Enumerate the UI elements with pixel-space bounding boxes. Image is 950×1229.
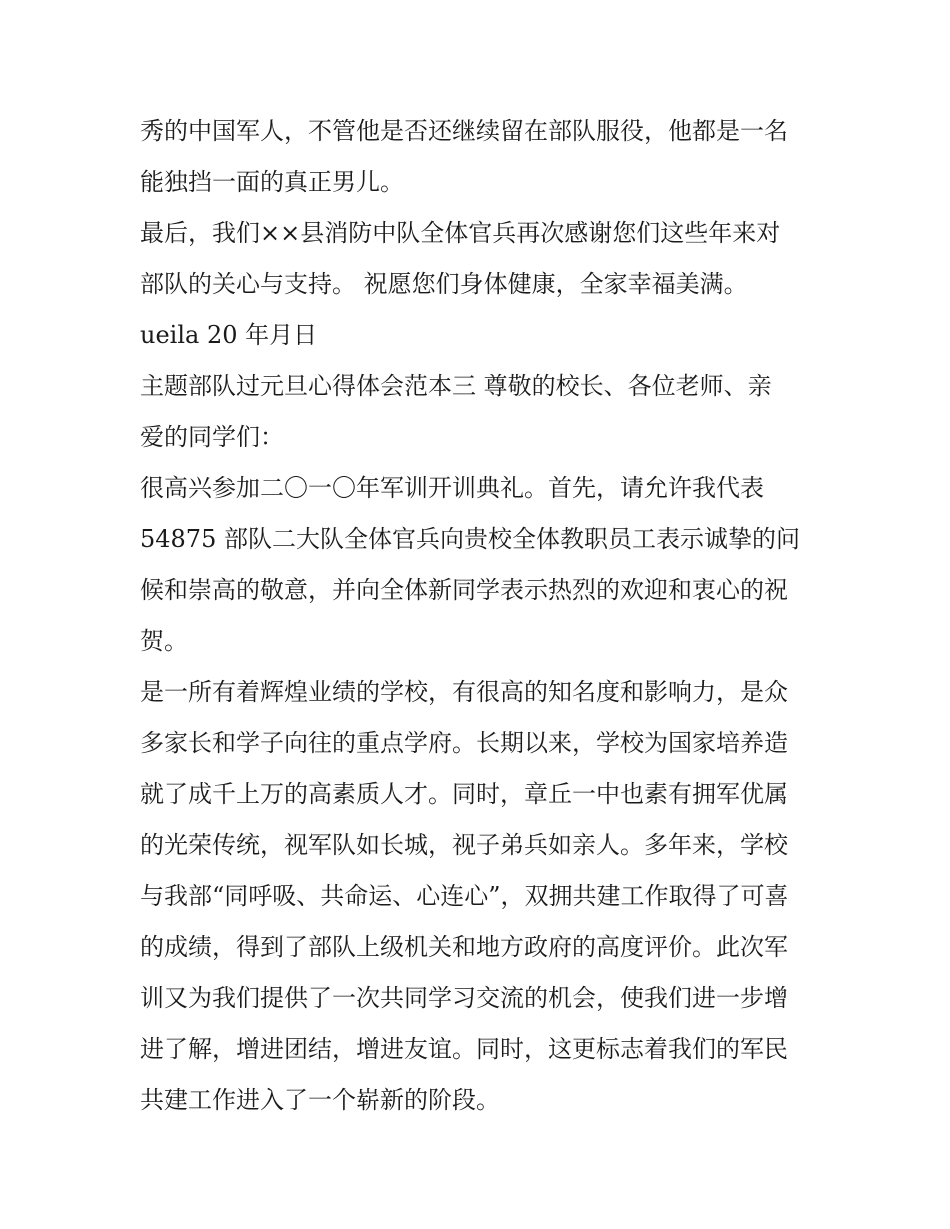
text-line: 贺。 (140, 627, 188, 655)
text-line: 多家长和学子向往的重点学府。长期以来，学校为国家培养造 (140, 729, 788, 757)
text-line: 候和崇高的敬意，并向全体新同学表示热烈的欢迎和衷心的祝 (140, 576, 788, 604)
text-line: 的成绩，得到了部队上级机关和地方政府的高度评价。此次军 (140, 933, 788, 961)
text-line: 最后，我们××县消防中队全体官兵再次感谢您们这些年来对 (140, 219, 781, 247)
text-line: ueila 20 年月日 (140, 321, 318, 349)
text-line: 训又为我们提供了一次共同学习交流的机会，使我们进一步增 (140, 984, 788, 1012)
text-line: 进了解，增进团结，增进友谊。同时，这更标志着我们的军民 (140, 1035, 788, 1063)
document-body (140, 106, 820, 1126)
text-line: 能独挡一面的真正男儿。 (140, 168, 404, 196)
text-line: 很高兴参加二〇一〇年军训开训典礼。首先，请允许我代表 (140, 474, 764, 502)
text-line: 与我部“同呼吸、共命运、心连心”，双拥共建工作取得了可喜 (140, 882, 789, 910)
text-line: 部队的关心与支持。 祝愿您们身体健康，全家幸福美满。 (140, 270, 748, 298)
text-line: 主题部队过元旦心得体会范本三 尊敬的校长、各位老师、亲 (140, 372, 772, 400)
text-line: 爱的同学们： (140, 423, 284, 451)
text-line: 秀的中国军人，不管他是否还继续留在部队服役，他都是一名 (140, 117, 788, 145)
text-line: 共建工作进入了一个崭新的阶段。 (140, 1086, 500, 1114)
text-line: 是一所有着辉煌业绩的学校，有很高的知名度和影响力，是众 (140, 678, 788, 706)
text-line: 的光荣传统，视军队如长城，视子弟兵如亲人。多年来，学校 (140, 831, 788, 859)
text-line: 就了成千上万的高素质人才。同时，章丘一中也素有拥军优属 (140, 780, 788, 808)
text-line: 54875 部队二大队全体官兵向贵校全体教职员工表示诚挚的问 (140, 525, 800, 553)
